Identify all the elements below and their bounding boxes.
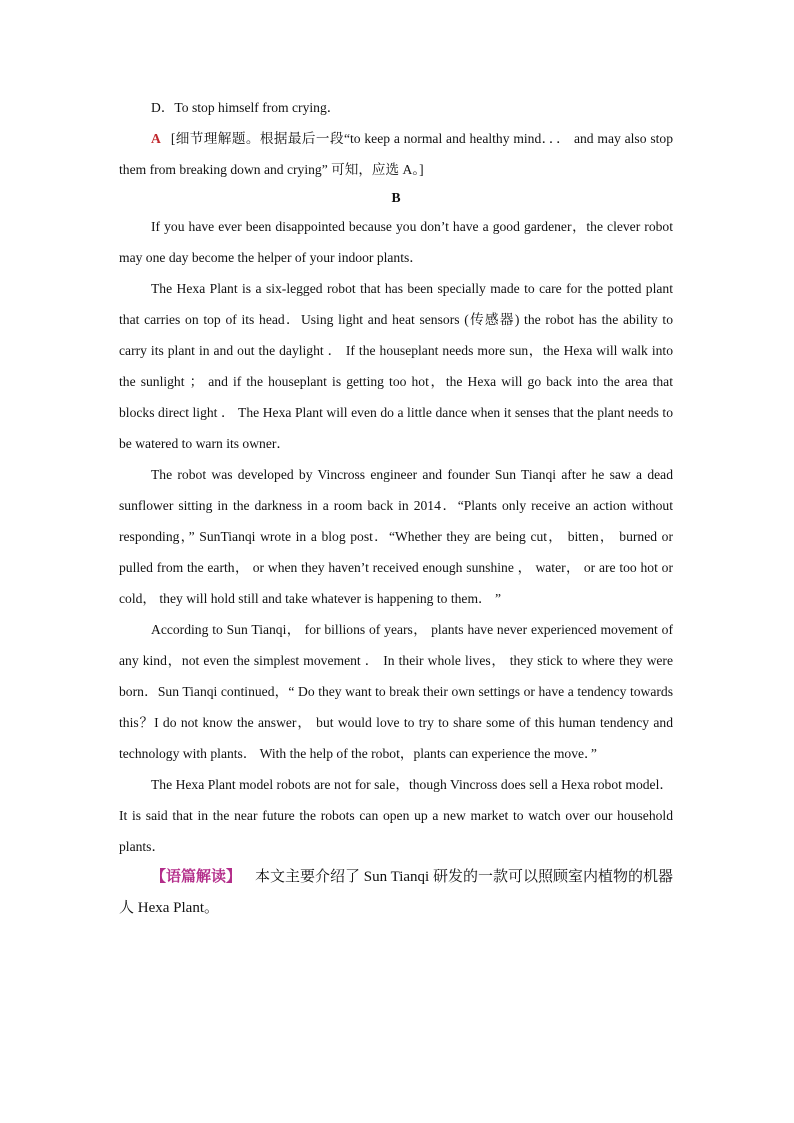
- paragraph-3: The robot was developed by Vincross engineer and founder Sun Tianqi after he saw a dead sunflower sitting in the darkness in a room back in 2014．“Plants only receive an action without responding，” SunTianqi wrote in a blog post．“Whether they are being cut， bitten， burned or pulled from the earth， or when they haven’t received enough sunshine ， water， or are too hot or cold， they will hold still and take whatever is happening to them． ”: [119, 467, 673, 606]
- answer-explanation-text: [细节理解题。根据最后一段“to keep a normal and healthy mind．．． and may also stop them from breaking down and crying” 可知，应选 A。]: [119, 131, 673, 177]
- summary-text: 本文主要介绍了 Sun Tianqi 研发的一款可以照顾室内植物的机器人 Hexa Plant。: [119, 869, 673, 916]
- option-d: D．To stop himself from crying．: [151, 100, 341, 115]
- answer-explanation: [119, 123, 673, 185]
- paragraph-5: The Hexa Plant model robots are not for sale，though Vincross does sell a Hexa robot model． It is said that in the near future the robots can open up a new market to watch over our household plants．: [119, 777, 673, 854]
- document-page: [119, 92, 673, 924]
- paragraph-2: The Hexa Plant is a six-legged robot that has been specially made to care for the potted plant that carries on top of its head．Using light and heat sensors (传感器) the robot has the ability to carry its plant in and out the daylight ． If the houseplant needs more sun，the Hexa will walk into the sunlight ； and if the houseplant is getting too hot，the Hexa will go back into the area that blocks direct light ． The Hexa Plant will even do a little dance when it senses that the plant needs to be watered to warn its owner．: [119, 281, 673, 451]
- paragraph-1: If you have ever been disappointed because you don’t have a good gardener，the clever robot may one day become the helper of your indoor plants．: [119, 219, 673, 265]
- paragraph-4: According to Sun Tianqi， for billions of years， plants have never experienced movement of any kind，not even the simplest movement ． In their whole lives， they stick to where they were born．Sun Tianqi continued，“ Do they want to break their own settings or have a tendency towards this？I do not know the answer， but would love to try to share some of this human tendency and technology with plants． With the help of the robot，plants can experience the move．”: [119, 622, 673, 761]
- passage-summary: [119, 862, 673, 924]
- answer-letter: A: [151, 131, 161, 146]
- section-title: B: [391, 190, 401, 205]
- summary-tag: 【语篇解读】: [151, 869, 242, 885]
